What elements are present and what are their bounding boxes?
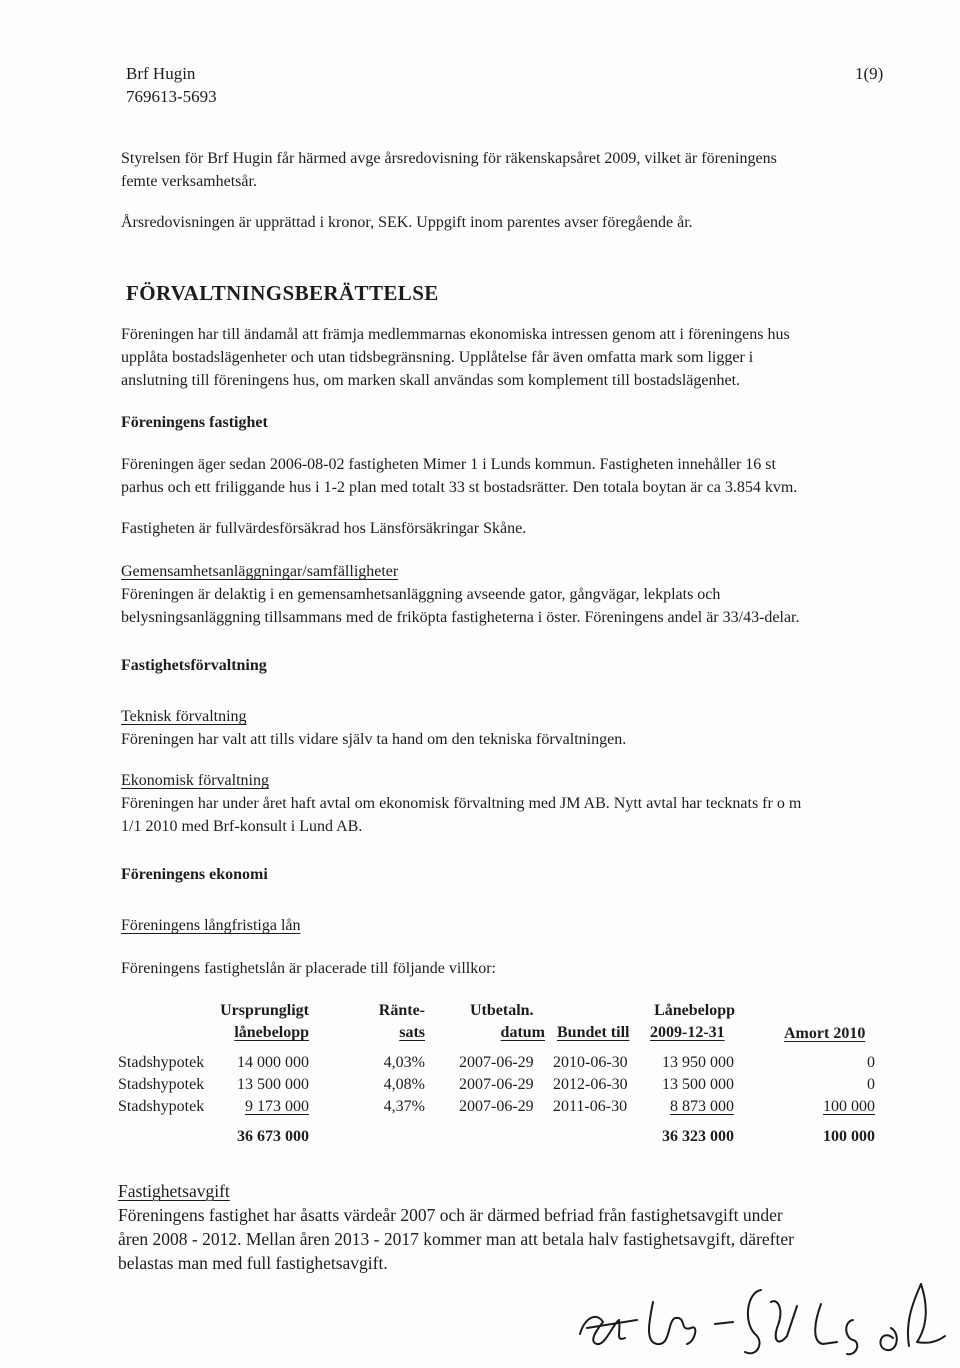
total-amount: 36 323 000 xyxy=(662,1128,734,1145)
loan-amount: 13 500 000 xyxy=(662,1076,734,1093)
econ-line-2: 1/1 2010 med Brf-konsult i Lund AB. xyxy=(121,818,363,835)
signature-4 xyxy=(815,1304,857,1354)
col-original-header-1: Ursprungligt xyxy=(220,1002,309,1019)
property-heading: Föreningens fastighet xyxy=(121,414,268,431)
col-payout-header-2: datum xyxy=(500,1024,545,1041)
management-heading: Fastighetsförvaltning xyxy=(121,657,267,674)
intro-line-2: femte verksamhetsår. xyxy=(121,173,257,190)
total-amort: 100 000 xyxy=(823,1128,875,1145)
loan-fixed: 2012-06-30 xyxy=(553,1076,628,1093)
econ-line-1: Föreningen har under året haft avtal om ekonomisk förvaltning med JM AB. Nytt avtal har tecknats fr o m xyxy=(121,795,802,812)
loan-payout: 2007-06-29 xyxy=(459,1098,534,1115)
loan-rate: 4,08% xyxy=(383,1076,425,1093)
loan-lender: Stadshypotek xyxy=(118,1098,205,1115)
joint-line-2: belysningsanläggning tillsammans med de friköpta fastigheterna i öster. Föreningens andel är 33/43-delar. xyxy=(121,609,800,626)
purpose-line-3: anslutning till föreningens hus, om marken skall användas som komplement till bostadslägenhet. xyxy=(121,372,741,389)
property-line-2: parhus och ett friliggande hus i 1-2 plan med totalt 33 st bostadsrätter. Den totala boytan är ca 3.854 kvm. xyxy=(121,479,798,496)
intro-line-3: Årsredovisningen är upprättad i kronor, SEK. Uppgift inom parentes avser föregående år. xyxy=(121,214,693,231)
col-amount-header-2: 2009-12-31 xyxy=(650,1024,725,1041)
purpose-line-2: upplåta bostadslägenheter och utan tidsbegränsning. Upplåtelse får även omfatta mark som ligger i xyxy=(121,349,754,366)
tech-heading: Teknisk förvaltning xyxy=(121,708,247,725)
col-original-header-2: lånebelopp xyxy=(234,1024,309,1041)
loan-rate: 4,37% xyxy=(383,1098,425,1115)
page-number: 1(9) xyxy=(855,64,884,83)
loan-original: 13 500 000 xyxy=(237,1076,309,1093)
org-name: Brf Hugin xyxy=(126,64,196,83)
joint-heading: Gemensamhetsanläggningar/samfälligheter xyxy=(121,563,399,580)
loan-amort: 0 xyxy=(867,1076,875,1093)
signature-5 xyxy=(880,1284,945,1350)
econ-heading: Ekonomisk förvaltning xyxy=(121,772,269,789)
col-amort-header: Amort 2010 xyxy=(784,1025,866,1042)
purpose-line-1: Föreningen har till ändamål att främja medlemmarnas ekonomiska intressen genom att i föreningens hus xyxy=(121,326,790,343)
tech-text: Föreningen har valt att tills vidare själv ta hand om den tekniska förvaltningen. xyxy=(121,731,627,748)
loans-heading: Föreningens långfristiga lån xyxy=(121,917,301,934)
property-line-3: Fastigheten är fullvärdesförsäkrad hos Länsförsäkringar Skåne. xyxy=(121,520,527,537)
economy-heading: Föreningens ekonomi xyxy=(121,866,268,883)
signature-3 xyxy=(715,1290,797,1353)
joint-line-1: Föreningen är delaktig i en gemensamhetsanläggning avseende gator, gångvägar, lekplats och xyxy=(121,586,721,603)
property-tax-heading: Fastighetsavgift xyxy=(118,1181,230,1201)
loan-amort: 0 xyxy=(867,1054,875,1071)
property-line-1: Föreningen äger sedan 2006-08-02 fastigheten Mimer 1 i Lunds kommun. Fastigheten innehåller 16 st xyxy=(121,456,776,473)
loan-lender: Stadshypotek xyxy=(118,1076,205,1093)
col-amount-header-1: Lånebelopp xyxy=(654,1002,735,1019)
col-rate-header-2: sats xyxy=(399,1024,425,1041)
loan-amount: 13 950 000 xyxy=(662,1054,734,1071)
intro-line-1: Styrelsen för Brf Hugin får härmed avge årsredovisning för räkenskapsåret 2009, vilket är föreningens xyxy=(121,150,777,167)
loan-fixed: 2011-06-30 xyxy=(553,1098,628,1115)
loan-lender: Stadshypotek xyxy=(118,1054,205,1071)
col-rate-header-1: Ränte- xyxy=(378,1002,425,1019)
signatures xyxy=(575,1262,950,1362)
property-tax-line-1: Föreningens fastighet har åsatts värdeår 2007 och är därmed befriad från fastighetsavgift under xyxy=(118,1205,783,1225)
loan-fixed: 2010-06-30 xyxy=(553,1054,628,1071)
loan-payout: 2007-06-29 xyxy=(459,1076,534,1093)
loan-amount: 8 873 000 xyxy=(670,1098,734,1115)
org-number: 769613-5693 xyxy=(126,87,217,106)
property-tax-line-3: belastas man med full fastighetsavgift. xyxy=(118,1253,388,1273)
section-title: FÖRVALTNINGSBERÄTTELSE xyxy=(126,281,439,305)
loan-original: 14 000 000 xyxy=(237,1054,309,1071)
signature-1 xyxy=(580,1317,637,1344)
loan-original: 9 173 000 xyxy=(245,1098,309,1115)
col-fixed-header: Bundet till xyxy=(557,1024,630,1041)
total-original: 36 673 000 xyxy=(237,1128,309,1145)
loan-payout: 2007-06-29 xyxy=(459,1054,534,1071)
loans-intro: Föreningens fastighetslån är placerade till följande villkor: xyxy=(121,960,496,977)
loan-rate: 4,03% xyxy=(383,1054,425,1071)
loan-amort: 100 000 xyxy=(823,1098,875,1115)
property-tax-line-2: åren 2008 - 2012. Mellan åren 2013 - 2017 kommer man att betala halv fastighetsavgift, därefter xyxy=(118,1229,794,1249)
col-payout-header-1: Utbetaln. xyxy=(470,1002,534,1019)
signature-2 xyxy=(649,1302,695,1344)
